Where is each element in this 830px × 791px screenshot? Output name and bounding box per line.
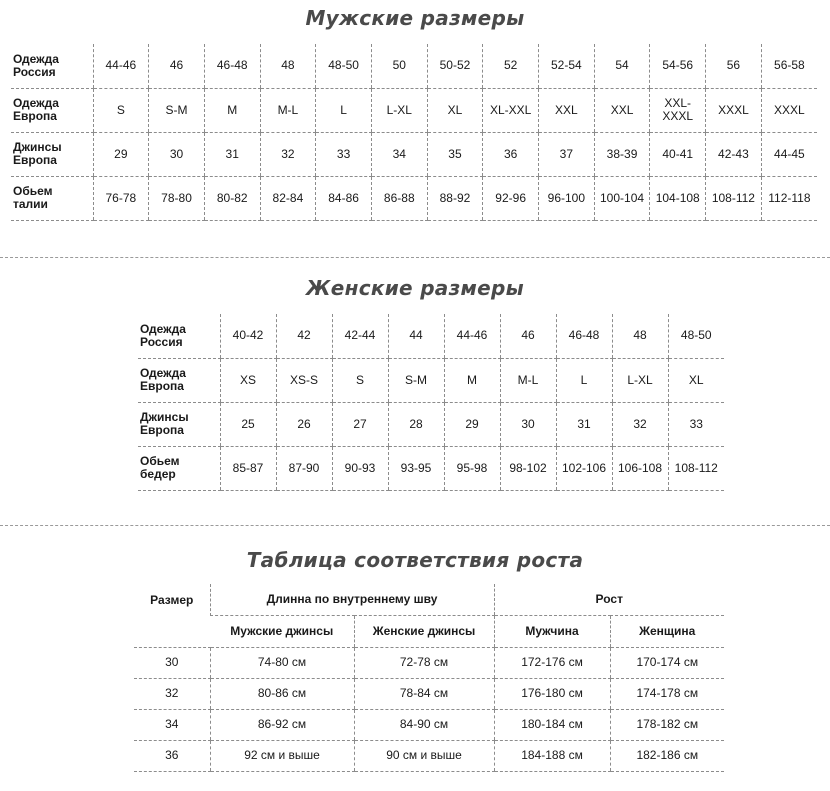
women-size-cell: 25 bbox=[220, 402, 276, 446]
women-size-cell: 95-98 bbox=[444, 446, 500, 490]
women-size-cell: XS bbox=[220, 358, 276, 402]
men-size-cell: XXL bbox=[539, 88, 595, 132]
men-sizes-title: Мужские размеры bbox=[305, 6, 525, 30]
men-size-cell: S-M bbox=[149, 88, 205, 132]
women-size-cell: 90-93 bbox=[332, 446, 388, 490]
height-value-cell: 180-184 см bbox=[494, 709, 610, 740]
women-size-cell: 108-112 bbox=[668, 446, 724, 490]
men-row-label bbox=[11, 132, 93, 176]
women-row bbox=[138, 402, 724, 446]
section-divider bbox=[0, 257, 830, 258]
men-size-cell: 50 bbox=[371, 44, 427, 88]
women-row-label-line: Европа bbox=[140, 423, 184, 437]
women-size-cell: 46-48 bbox=[556, 314, 612, 358]
men-size-cell: 46-48 bbox=[204, 44, 260, 88]
size-cell: 34 bbox=[134, 709, 210, 740]
men-size-cell: L-XL bbox=[371, 88, 427, 132]
height-row bbox=[134, 647, 724, 678]
men-size-cell: XL bbox=[427, 88, 483, 132]
height-header: Рост bbox=[494, 584, 724, 615]
men-size-cell: XXXL bbox=[761, 88, 817, 132]
height-value-cell: 90 см и выше bbox=[354, 740, 494, 771]
women-size-cell: L bbox=[556, 358, 612, 402]
women-size-cell: 44 bbox=[388, 314, 444, 358]
men-row-label-line: Европа bbox=[13, 153, 57, 167]
men-size-cell: 44-46 bbox=[93, 44, 149, 88]
men-row-label-line: Обьем bbox=[13, 184, 53, 198]
women-size-cell: 28 bbox=[388, 402, 444, 446]
height-value-cell: 174-178 см bbox=[610, 678, 724, 709]
men-row-label bbox=[11, 88, 93, 132]
men-size-cell: 86-88 bbox=[371, 176, 427, 220]
men-size-cell: 104-108 bbox=[650, 176, 706, 220]
height-value-cell: 74-80 см bbox=[210, 647, 354, 678]
women-row-label-line: Европа bbox=[140, 379, 184, 393]
men-size-cell: 48 bbox=[260, 44, 316, 88]
men-size-cell: 34 bbox=[371, 132, 427, 176]
men-size-cell: 52-54 bbox=[539, 44, 595, 88]
height-value-cell: 78-84 см bbox=[354, 678, 494, 709]
height-row bbox=[134, 740, 724, 771]
men-size-cell: 84-86 bbox=[316, 176, 372, 220]
women-size-cell: 102-106 bbox=[556, 446, 612, 490]
size-header: Размер bbox=[134, 584, 210, 647]
men-size-cell: M bbox=[204, 88, 260, 132]
men-size-cell: 33 bbox=[316, 132, 372, 176]
men-row bbox=[11, 176, 817, 220]
women-size-cell: M-L bbox=[500, 358, 556, 402]
men-size-cell: L bbox=[316, 88, 372, 132]
women-size-cell: 85-87 bbox=[220, 446, 276, 490]
section-divider bbox=[0, 525, 830, 526]
women-row-label bbox=[138, 314, 220, 358]
men-size-cell: 82-84 bbox=[260, 176, 316, 220]
men-size-cell: 76-78 bbox=[93, 176, 149, 220]
men-row-label-line: Россия bbox=[13, 64, 56, 79]
men-row-label bbox=[11, 44, 93, 88]
women-row-label-line: бедер bbox=[140, 467, 176, 481]
women-row-label bbox=[138, 358, 220, 402]
women-size-cell: 42 bbox=[276, 314, 332, 358]
women-size-cell: S-M bbox=[388, 358, 444, 402]
men-size-cell: 54-56 bbox=[650, 44, 706, 88]
men-row bbox=[11, 44, 817, 88]
height-value-cell: 92 см и выше bbox=[210, 740, 354, 771]
men-size-cell: 54 bbox=[594, 44, 650, 88]
height-table-body bbox=[134, 584, 724, 771]
women-size-cell: S bbox=[332, 358, 388, 402]
women-size-cell: 87-90 bbox=[276, 446, 332, 490]
women-size-cell: XL bbox=[668, 358, 724, 402]
men-size-table bbox=[11, 44, 817, 221]
height-value-cell: 80-86 см bbox=[210, 678, 354, 709]
men-size-cell: 48-50 bbox=[316, 44, 372, 88]
height-subheader-row bbox=[134, 615, 724, 647]
men-size-cell: 80-82 bbox=[204, 176, 260, 220]
men-size-cell: 40-41 bbox=[650, 132, 706, 176]
men-size-cell: M-L bbox=[260, 88, 316, 132]
women-row-label-line: Россия bbox=[140, 334, 183, 349]
men-row bbox=[11, 132, 817, 176]
women-row bbox=[138, 314, 724, 358]
women-size-cell: 93-95 bbox=[388, 446, 444, 490]
men-size-cell: XXL- XXXL bbox=[650, 88, 706, 132]
women-row-label bbox=[138, 446, 220, 490]
size-cell: 36 bbox=[134, 740, 210, 771]
men-size-cell: 108-112 bbox=[706, 176, 762, 220]
women-size-cell: 32 bbox=[612, 402, 668, 446]
men-row bbox=[11, 88, 817, 132]
men-size-cell: 42-43 bbox=[706, 132, 762, 176]
men-size-cell: 38-39 bbox=[594, 132, 650, 176]
men-size-cell: 56-58 bbox=[761, 44, 817, 88]
men-row-label-line: Одежда bbox=[13, 51, 59, 66]
men-size-cell: 36 bbox=[483, 132, 539, 176]
women-row bbox=[138, 358, 724, 402]
women-size-cell: M bbox=[444, 358, 500, 402]
men-size-cell: 30 bbox=[149, 132, 205, 176]
men-size-cell: 44-45 bbox=[761, 132, 817, 176]
men-size-cell: 78-80 bbox=[149, 176, 205, 220]
men-size-cell: 31 bbox=[204, 132, 260, 176]
women-size-cell: 40-42 bbox=[220, 314, 276, 358]
men-row-label-line: Европа bbox=[13, 109, 57, 123]
men-table-body bbox=[11, 44, 817, 220]
men-row-label-line: Одежда bbox=[13, 96, 59, 110]
women-size-cell: L-XL bbox=[612, 358, 668, 402]
men-size-cell: XXXL bbox=[706, 88, 762, 132]
height-value-cell: 182-186 см bbox=[610, 740, 724, 771]
women-size-cell: 33 bbox=[668, 402, 724, 446]
height-value-cell: 178-182 см bbox=[610, 709, 724, 740]
height-row bbox=[134, 678, 724, 709]
women-jeans-header: Женские джинсы bbox=[354, 615, 494, 647]
men-size-cell: 96-100 bbox=[539, 176, 595, 220]
men-size-cell: 88-92 bbox=[427, 176, 483, 220]
men-size-cell: 29 bbox=[93, 132, 149, 176]
women-size-cell: 29 bbox=[444, 402, 500, 446]
height-value-cell: 172-176 см bbox=[494, 647, 610, 678]
women-size-cell: 30 bbox=[500, 402, 556, 446]
men-size-cell: XL-XXL bbox=[483, 88, 539, 132]
men-size-cell: XXL bbox=[594, 88, 650, 132]
women-size-cell: 26 bbox=[276, 402, 332, 446]
height-value-cell: 170-174 см bbox=[610, 647, 724, 678]
men-size-cell: 37 bbox=[539, 132, 595, 176]
women-size-cell: 48 bbox=[612, 314, 668, 358]
women-size-cell: XS-S bbox=[276, 358, 332, 402]
men-row-label-line: Джинсы bbox=[13, 140, 62, 154]
men-size-cell: 100-104 bbox=[594, 176, 650, 220]
women-size-cell: 31 bbox=[556, 402, 612, 446]
women-row-label-line: Обьем bbox=[140, 454, 180, 468]
size-cell: 30 bbox=[134, 647, 210, 678]
woman-height-header: Женщина bbox=[610, 615, 724, 647]
women-table-body bbox=[138, 314, 724, 490]
men-size-cell: 46 bbox=[149, 44, 205, 88]
men-size-cell: S bbox=[93, 88, 149, 132]
men-row-label-line: талии bbox=[13, 197, 48, 211]
height-value-cell: 84-90 см bbox=[354, 709, 494, 740]
women-sizes-title: Женские размеры bbox=[305, 276, 525, 300]
men-size-cell: 50-52 bbox=[427, 44, 483, 88]
height-value-cell: 176-180 см bbox=[494, 678, 610, 709]
women-size-cell: 27 bbox=[332, 402, 388, 446]
height-value-cell: 184-188 см bbox=[494, 740, 610, 771]
men-size-cell: 56 bbox=[706, 44, 762, 88]
height-table-title: Таблица соответствия роста bbox=[246, 548, 584, 572]
men-size-cell: 35 bbox=[427, 132, 483, 176]
women-row-label-line: Джинсы bbox=[140, 410, 189, 424]
men-size-cell: 92-96 bbox=[483, 176, 539, 220]
man-height-header: Мужчина bbox=[494, 615, 610, 647]
men-row-label bbox=[11, 176, 93, 220]
women-row-label-line: Одежда bbox=[140, 321, 186, 336]
women-size-cell: 42-44 bbox=[332, 314, 388, 358]
height-value-cell: 72-78 см bbox=[354, 647, 494, 678]
men-size-cell: 32 bbox=[260, 132, 316, 176]
size-cell: 32 bbox=[134, 678, 210, 709]
inseam-header: Длинна по внутреннему шву bbox=[210, 584, 494, 615]
women-size-table bbox=[138, 314, 724, 491]
height-header-row bbox=[134, 584, 724, 615]
women-row-label bbox=[138, 402, 220, 446]
women-size-cell: 106-108 bbox=[612, 446, 668, 490]
men-size-cell: 112-118 bbox=[761, 176, 817, 220]
women-size-cell: 44-46 bbox=[444, 314, 500, 358]
men-size-cell: 52 bbox=[483, 44, 539, 88]
height-row bbox=[134, 709, 724, 740]
women-row-label-line: Одежда bbox=[140, 366, 186, 380]
height-correspondence-table bbox=[134, 584, 724, 772]
women-size-cell: 98-102 bbox=[500, 446, 556, 490]
men-jeans-header: Мужские джинсы bbox=[210, 615, 354, 647]
women-row bbox=[138, 446, 724, 490]
height-value-cell: 86-92 см bbox=[210, 709, 354, 740]
women-size-cell: 46 bbox=[500, 314, 556, 358]
women-size-cell: 48-50 bbox=[668, 314, 724, 358]
